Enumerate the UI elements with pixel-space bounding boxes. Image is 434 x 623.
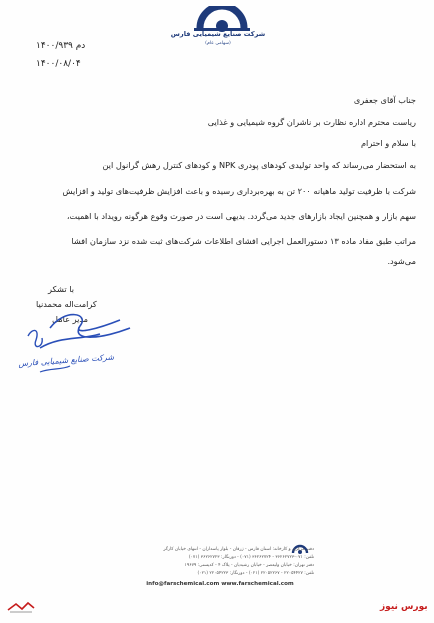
body-line: مراتب طبق مفاد ماده ۱۳ دستورالعمل اجرایی افشای اطلاعات شرکت‌های ثبت شده نزد سازمان افشا	[71, 236, 416, 246]
recipient: جناب آقای جعفری	[353, 95, 416, 105]
watermark: بورس نیوز	[380, 602, 428, 612]
recipient-title: ریاست محترم اداره نظارت بر ناشران گروه شیمیایی و غذایی	[207, 117, 416, 127]
letter-date: ۱۴۰۰/۰۸/۰۴	[36, 59, 81, 69]
body-line: شرکت با ظرفیت تولید ماهیانه ۲۰۰ تن به بهره‌برداری رسیده و باعث افزایش ظرفیت‌های تولید و افزایش	[62, 186, 416, 196]
footer-address-hq: دفتر مرکزی و کارخانه: استان فارس - زرقان - بلوار پاسداران - انتهای خیابان کارگر	[163, 547, 314, 552]
footer-address-tehran: دفتر تهران: خیابان ولیعصر - خیابان رشیدیان - پلاک ۴ - کدپستی: ۱۹۶۷۹	[184, 563, 314, 568]
closing: با تشکر	[48, 284, 74, 294]
stamp-text: شرکت صنایع شیمیایی فارس	[18, 352, 115, 369]
footer-phones-hq: تلفن: ۰۷۱-۳۶۲۶۲۷۲۳ - ۳۶۲۶۲۷۲۴ (۰۷۱) - دورنگار: ۳۶۲۶۲۷۲۳ (۰۷۱)	[188, 555, 314, 560]
signer-name: کرامت‌اله محمدنیا	[36, 299, 97, 309]
body-line: می‌شود.	[387, 256, 416, 266]
corner-decoration-icon	[6, 600, 36, 614]
reference-number: دم ۱۴۰۰/۹۳۹	[36, 41, 86, 51]
footer-phones-tehran: تلفن: ۲۲۰۵۴۴۲۷ - ۲۲۰۵۲۲۶۷ (۰۲۱) - دورنگار: ۲۲۰۵۴۲۲۳ (۰۲۱)	[197, 571, 314, 576]
company-name: شرکت صنایع شیمیایی فارس	[170, 30, 266, 38]
signature-stamp-icon	[10, 298, 150, 378]
signer-title: مدیر عامل	[52, 314, 89, 324]
body-line: سهم بازار و همچنین ایجاد بازارهای جدید می‌گردد. بدیهی است در صورت وقوع هرگونه رویداد با اهمیت،	[66, 211, 416, 221]
body-line: به استحضار می‌رساند که واحد تولیدی کودهای پودری NPK و کودهای کنترل رهش گرانول این	[102, 160, 416, 170]
footer-web: info@farschemical.com www.farschemical.com	[146, 581, 294, 587]
company-type: (سهامی عام)	[205, 41, 231, 46]
greeting: با سلام و احترام	[360, 138, 416, 148]
